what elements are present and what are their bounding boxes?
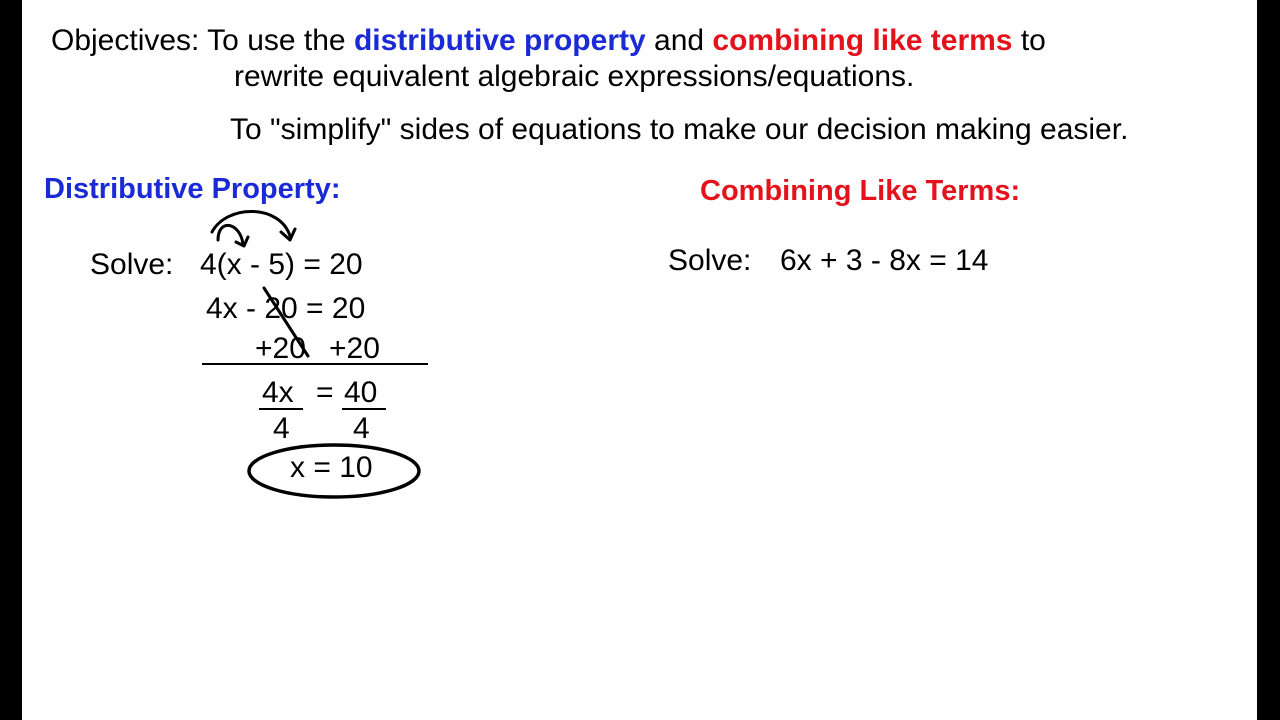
distributive-property-term: distributive property bbox=[353, 24, 646, 57]
objectives-prefix: Objectives: To use the bbox=[51, 24, 354, 57]
ink-annotations bbox=[22, 0, 1257, 720]
objectives-and: and bbox=[645, 24, 713, 57]
objectives-line-3: To "simplify" sides of equations to make our decision making easier. bbox=[230, 113, 1129, 146]
objectives-to: to bbox=[1012, 24, 1046, 57]
denominator-left: 4 bbox=[273, 412, 290, 445]
distribute-arc-large bbox=[212, 211, 290, 236]
distributive-step-3-equals: = bbox=[316, 376, 334, 409]
distributive-heading: Distributive Property: bbox=[44, 173, 341, 205]
combining-heading: Combining Like Terms: bbox=[700, 175, 1021, 207]
distributive-step-1: 4x - 20 = 20 bbox=[206, 292, 366, 325]
slide bbox=[22, 0, 1257, 720]
fraction-bar-left bbox=[259, 408, 303, 410]
objectives-line-2: rewrite equivalent algebraic expressions/equations. bbox=[234, 60, 915, 93]
distributive-step-3-right: 40 bbox=[344, 376, 378, 409]
combining-like-terms-term: combining like terms bbox=[712, 24, 1013, 57]
denominator-right: 4 bbox=[353, 412, 370, 445]
distributive-step-3-left: 4x bbox=[262, 376, 294, 409]
distributive-work-line bbox=[202, 363, 428, 365]
objectives-line-1 bbox=[51, 26, 1046, 56]
distributive-solve-label: Solve: bbox=[90, 248, 174, 281]
distribute-arrowhead-small bbox=[236, 237, 248, 246]
distributive-step-2-left: +20 bbox=[255, 332, 306, 365]
combining-equation: 6x + 3 - 8x = 14 bbox=[780, 244, 989, 277]
distributive-equation: 4(x - 5) = 20 bbox=[200, 248, 363, 281]
distributive-answer: x = 10 bbox=[290, 451, 373, 484]
distribute-arrowhead-large bbox=[281, 229, 295, 240]
distribute-arc-small bbox=[218, 225, 243, 244]
fraction-bar-right bbox=[342, 408, 386, 410]
distributive-step-2-right: +20 bbox=[329, 332, 380, 365]
combining-solve-label: Solve: bbox=[668, 244, 752, 277]
